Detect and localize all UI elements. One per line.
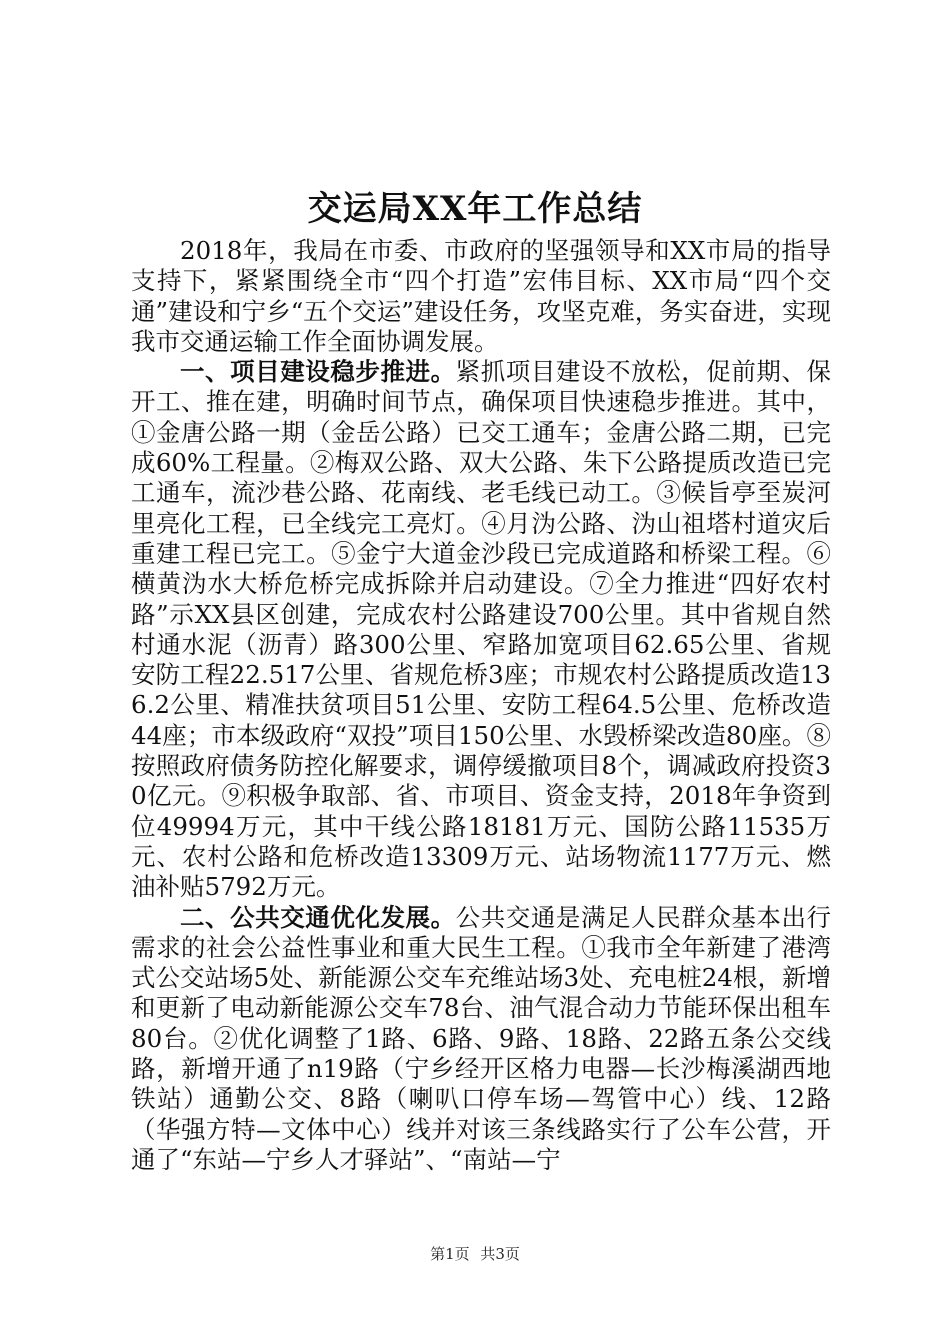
paragraph-intro: [131, 236, 831, 357]
page-total: 共3页: [480, 1245, 520, 1263]
paragraph-text: 公共交通是满足人民群众基本出行需求的社会公益性事业和重大民生工程。①我市全年新建了港湾式公交站场5处、新能源公交车充维站场3处、充电桩24根，新增和更新了电动新能源公交车78台、油气混合动力节能环保出租车80台。②优化调整了1路、6路、9路、18路、22路五条公交线路，新增开通了n19路（宁乡经开区格力电器—长沙梅溪湖西地铁站）通勤公交、8路（喇叭口停车场—驾管中心）线、12路（华强方特—文体中心）线并对该三条线路实行了公车公营，开通了“东站—宁乡人才驿站”、“南站—宁: [131, 902, 832, 1174]
paragraph-section-1: [131, 357, 831, 902]
page-footer: [0, 1244, 950, 1264]
page-number: 第1页: [430, 1245, 470, 1263]
paragraph-text: 2018年，我局在市委、市政府的坚强领导和XX市局的指导支持下，紧紧围绕全市“四个打造”宏伟目标、XX市局“四个交通”建设和宁乡“五个交运”建设任务，攻坚克难，务实奋进，实现我市交通运输工作全面协调发展。: [131, 236, 831, 356]
paragraph-text: 紧抓项目建设不放松，促前期、保开工、推在建，明确时间节点，确保项目快速稳步推进。其中，①金唐公路一期（金岳公路）已交工通车；金唐公路二期，已完成60%工程量。②梅双公路、双大公路、朱下公路提质改造已完工通车，流沙巷公路、花南线、老毛线已动工。③候旨亭至炭河里亮化工程，已全线完工亮灯。④月沩公路、沩山祖塔村道灾后重建工程已完工。⑤金宁大道金沙段已完成道路和桥梁工程。⑥横黄沩水大桥危桥完成拆除并启动建设。⑦全力推进“四好农村路”示XX县区创建，完成农村公路建设700公里。其中省规自然村通水泥（沥青）路300公里、窄路加宽项目62.65公里、省规安防工程22.517公里、省规危桥3座；市规农村公路提质改造136.2公里、精准扶贫项目51公里、安防工程64.5公里、危桥改造44座；市本级政府“双投”项目150公里、水毁桥梁改造80座。⑧按照政府债务防控化解要求，调停缓撤项目8个，调减政府投资30亿元。⑨积极争取部、省、市项目、资金支持，2018年争资到位49994万元，其中干线公路18181万元、国防公路11535万元、农村公路和危桥改造13309万元、站场物流1177万元、燃油补贴5792万元。: [131, 357, 832, 902]
document-body: [131, 236, 831, 1175]
document-title: 交运局XX年工作总结: [307, 189, 643, 229]
section-heading: 二、公共交通优化发展。: [180, 902, 456, 932]
paragraph-section-2: [131, 903, 831, 1176]
section-heading: 一、项目建设稳步推进。: [180, 357, 456, 387]
